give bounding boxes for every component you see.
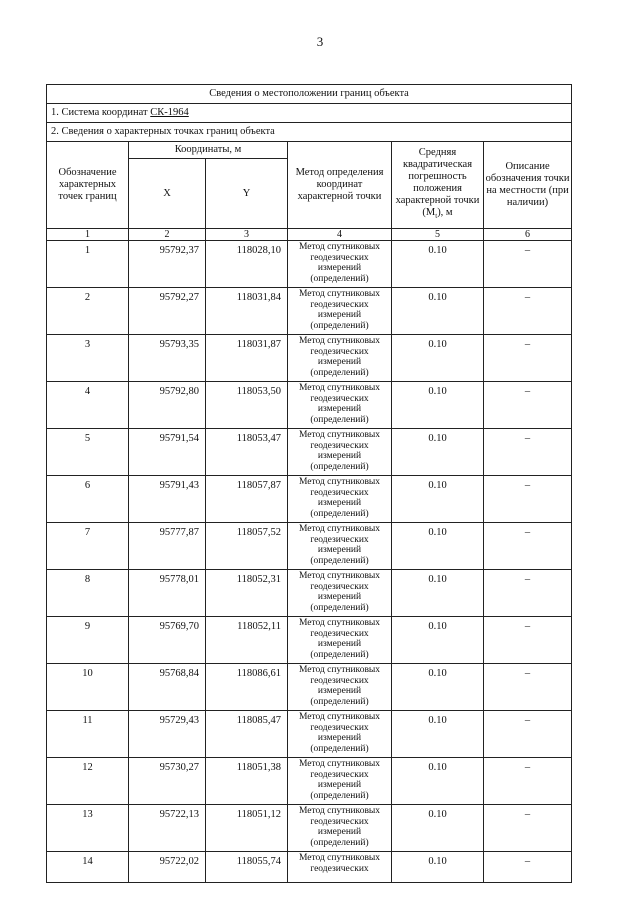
method-cell: Метод спутниковых геодезических измерений (определений)	[288, 758, 392, 805]
description-cell: –	[484, 758, 572, 805]
method-cell: Метод спутниковых геодезических измерений (определений)	[288, 664, 392, 711]
header-error: Средняя квадратическая погрешность положения характерной точки $(M_t)$, м	[392, 142, 484, 229]
table-row	[47, 382, 572, 429]
coord-y: 118052,31	[206, 570, 288, 617]
header-method: Метод определения координат характерной точки	[288, 142, 392, 229]
point-number: 12	[47, 758, 129, 805]
coordinate-system-name: СК-1964	[150, 107, 189, 118]
method-cell: Метод спутниковых геодезических измерений (определений)	[288, 288, 392, 335]
coord-x: 95778,01	[129, 570, 206, 617]
error-cell: 0.10	[392, 335, 484, 382]
table-row	[47, 758, 572, 805]
column-number: 4	[288, 229, 392, 241]
error-cell: 0.10	[392, 241, 484, 288]
point-number: 10	[47, 664, 129, 711]
table-title: Сведения о местоположении границ объекта	[47, 85, 572, 104]
description-cell: –	[484, 664, 572, 711]
description-cell: –	[484, 476, 572, 523]
point-number: 4	[47, 382, 129, 429]
header-point: Обозначение характерных точек границ	[47, 142, 129, 229]
column-number: 3	[206, 229, 288, 241]
point-number: 2	[47, 288, 129, 335]
description-cell: –	[484, 852, 572, 883]
description-cell: –	[484, 382, 572, 429]
point-number: 7	[47, 523, 129, 570]
coord-y: 118051,38	[206, 758, 288, 805]
point-number: 9	[47, 617, 129, 664]
boundary-points-table	[46, 84, 572, 883]
table-row	[47, 570, 572, 617]
table-row	[47, 617, 572, 664]
description-cell: –	[484, 241, 572, 288]
coord-y: 118028,10	[206, 241, 288, 288]
point-number: 1	[47, 241, 129, 288]
column-number: 2	[129, 229, 206, 241]
coord-y: 118053,47	[206, 429, 288, 476]
coord-x: 95722,13	[129, 805, 206, 852]
coord-x: 95769,70	[129, 617, 206, 664]
coord-x: 95722,02	[129, 852, 206, 883]
description-cell: –	[484, 711, 572, 758]
coord-x: 95768,84	[129, 664, 206, 711]
header-x: X	[129, 159, 206, 229]
point-number: 11	[47, 711, 129, 758]
column-numbers-row	[47, 229, 572, 241]
coord-x: 95729,43	[129, 711, 206, 758]
method-cell: Метод спутниковых геодезических измерений (определений)	[288, 805, 392, 852]
coordinate-system-row	[47, 104, 572, 123]
point-number: 14	[47, 852, 129, 883]
coord-y: 118031,84	[206, 288, 288, 335]
coord-y: 118052,11	[206, 617, 288, 664]
description-cell: –	[484, 523, 572, 570]
point-number: 6	[47, 476, 129, 523]
method-cell: Метод спутниковых геодезических измерений (определений)	[288, 382, 392, 429]
coord-x: 95791,54	[129, 429, 206, 476]
coord-y: 118051,12	[206, 805, 288, 852]
method-cell: Метод спутниковых геодезических измерений (определений)	[288, 711, 392, 758]
error-cell: 0.10	[392, 664, 484, 711]
page-number: 3	[316, 34, 324, 49]
method-cell: Метод спутниковых геодезических измерений (определений)	[288, 570, 392, 617]
table-row	[47, 852, 572, 883]
column-number: 5	[392, 229, 484, 241]
header-coordinates: Координаты, м	[129, 142, 288, 159]
section-points-heading: 2. Сведения о характерных точках границ объекта	[47, 123, 572, 142]
method-cell: Метод спутниковых геодезических измерений (определений)	[288, 476, 392, 523]
coord-y: 118031,87	[206, 335, 288, 382]
description-cell: –	[484, 805, 572, 852]
column-number: 6	[484, 229, 572, 241]
coordinate-system-label: 1. Система координат	[51, 107, 151, 118]
error-cell: 0.10	[392, 758, 484, 805]
description-cell: –	[484, 617, 572, 664]
coord-x: 95793,35	[129, 335, 206, 382]
column-number: 1	[47, 229, 129, 241]
error-cell: 0.10	[392, 523, 484, 570]
error-cell: 0.10	[392, 852, 484, 883]
method-cell: Метод спутниковых геодезических измерений (определений)	[288, 335, 392, 382]
point-number: 5	[47, 429, 129, 476]
error-cell: 0.10	[392, 617, 484, 664]
coord-y: 118055,74	[206, 852, 288, 883]
coord-y: 118057,87	[206, 476, 288, 523]
error-cell: 0.10	[392, 711, 484, 758]
point-number: 3	[47, 335, 129, 382]
coord-x: 95791,43	[129, 476, 206, 523]
coord-y: 118053,50	[206, 382, 288, 429]
table-row	[47, 476, 572, 523]
coord-x: 95792,27	[129, 288, 206, 335]
method-cell: Метод спутниковых геодезических измерений (определений)	[288, 523, 392, 570]
table-row	[47, 288, 572, 335]
table-row	[47, 523, 572, 570]
error-cell: 0.10	[392, 805, 484, 852]
header-y: Y	[206, 159, 288, 229]
point-number: 8	[47, 570, 129, 617]
table-row	[47, 664, 572, 711]
table-row	[47, 805, 572, 852]
coord-y: 118086,61	[206, 664, 288, 711]
method-cell: Метод спутниковых геодезических измерений (определений)	[288, 241, 392, 288]
description-cell: –	[484, 288, 572, 335]
error-cell: 0.10	[392, 570, 484, 617]
table-row	[47, 429, 572, 476]
description-cell: –	[484, 429, 572, 476]
table-row	[47, 241, 572, 288]
coord-x: 95792,80	[129, 382, 206, 429]
description-cell: –	[484, 570, 572, 617]
table-row	[47, 711, 572, 758]
coord-x: 95730,27	[129, 758, 206, 805]
error-cell: 0.10	[392, 382, 484, 429]
coord-y: 118085,47	[206, 711, 288, 758]
description-cell: –	[484, 335, 572, 382]
coord-y: 118057,52	[206, 523, 288, 570]
error-cell: 0.10	[392, 288, 484, 335]
coord-x: 95777,87	[129, 523, 206, 570]
error-cell: 0.10	[392, 429, 484, 476]
point-number: 13	[47, 805, 129, 852]
table-row	[47, 335, 572, 382]
method-cell: Метод спутниковых геодезических измерений (определений)	[288, 429, 392, 476]
error-cell: 0.10	[392, 476, 484, 523]
method-cell: Метод спутниковых геодезических	[288, 852, 392, 883]
coord-x: 95792,37	[129, 241, 206, 288]
method-cell: Метод спутниковых геодезических измерений (определений)	[288, 617, 392, 664]
header-description: Описание обозначения точки на местности (при наличии)	[484, 142, 572, 229]
